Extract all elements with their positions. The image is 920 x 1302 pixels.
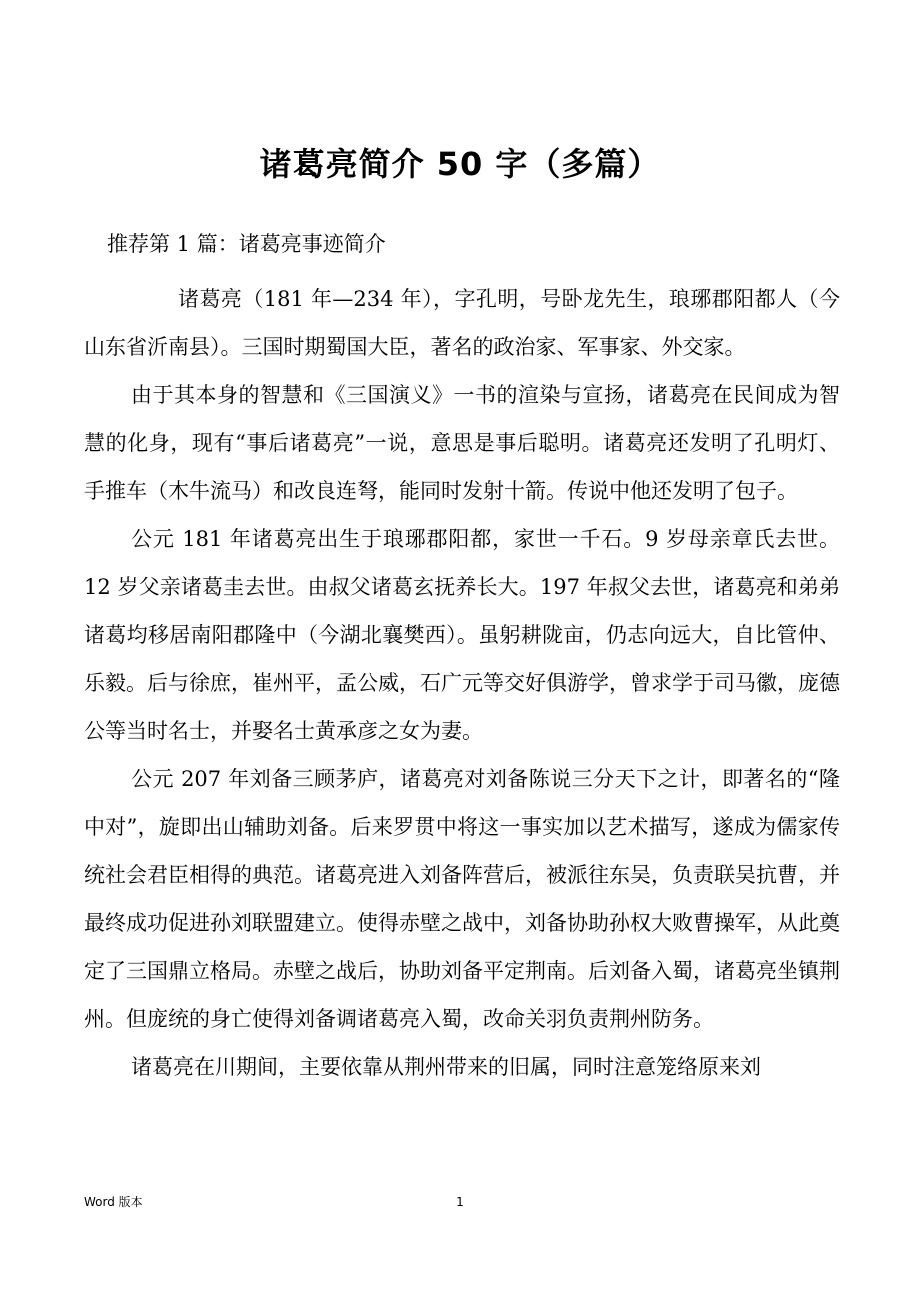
paragraph-intro: 诸葛亮（181 年—234 年），字孔明，号卧龙先生，琅琊郡阳都人（今山东省沂南县）。三国时期蜀国大臣，著名的政治家、军事家、外交家。 (84, 287, 840, 359)
footer-word-version: Word 版本 (84, 1195, 143, 1209)
document-body (84, 275, 840, 1091)
paragraph-in-sichuan: 诸葛亮在川期间，主要依靠从荆州带来的旧属，同时注意笼络原来刘 (131, 1055, 761, 1079)
footer-page-number: 1 (456, 1195, 464, 1209)
paragraph-career: 公元 207 年刘备三顾茅庐，诸葛亮对刘备陈说三分天下之计，即著名的“隆中对”，旋即出山辅助刘备。后来罗贯中将这一事实加以艺术描写，遂成为儒家传统社会君臣相得的典范。诸葛亮进入刘备阵营后，被派往东吴，负责联吴抗曹，并最终成功促进孙刘联盟建立。使得赤壁之战中，刘备协助孙权大败曹操军，从此奠定了三国鼎立格局。赤壁之战后，协助刘备平定荆南。后刘备入蜀，诸葛亮坐镇荆州。但庞统的身亡使得刘备调诸葛亮入蜀，改命关羽负责荆州防务。 (84, 767, 840, 1031)
document-title: 诸葛亮简介 50 字（多篇） (259, 145, 661, 183)
paragraph-early-life: 公元 181 年诸葛亮出生于琅琊郡阳都，家世一千石。9 岁母亲章氏去世。12 岁父亲诸葛圭去世。由叔父诸葛玄抚养长大。197 年叔父去世，诸葛亮和弟弟诸葛均移居南阳郡隆中（今湖北襄樊西）。虽躬耕陇亩，仍志向远大，自比管仲、乐毅。后与徐庶，崔州平，孟公威，石广元等交好俱游学，曾求学于司马徽，庞德公等当时名士，并娶名士黄承彦之女为妻。 (84, 527, 840, 743)
document-subtitle: 推荐第 1 篇：诸葛亮事迹简介 (107, 232, 386, 256)
paragraph-legend: 由于其本身的智慧和《三国演义》一书的渲染与宣扬，诸葛亮在民间成为智慧的化身，现有“事后诸葛亮”一说，意思是事后聪明。诸葛亮还发明了孔明灯、手推车（木牛流马）和改良连弩，能同时发射十箭。传说中他还发明了包子。 (84, 383, 840, 503)
